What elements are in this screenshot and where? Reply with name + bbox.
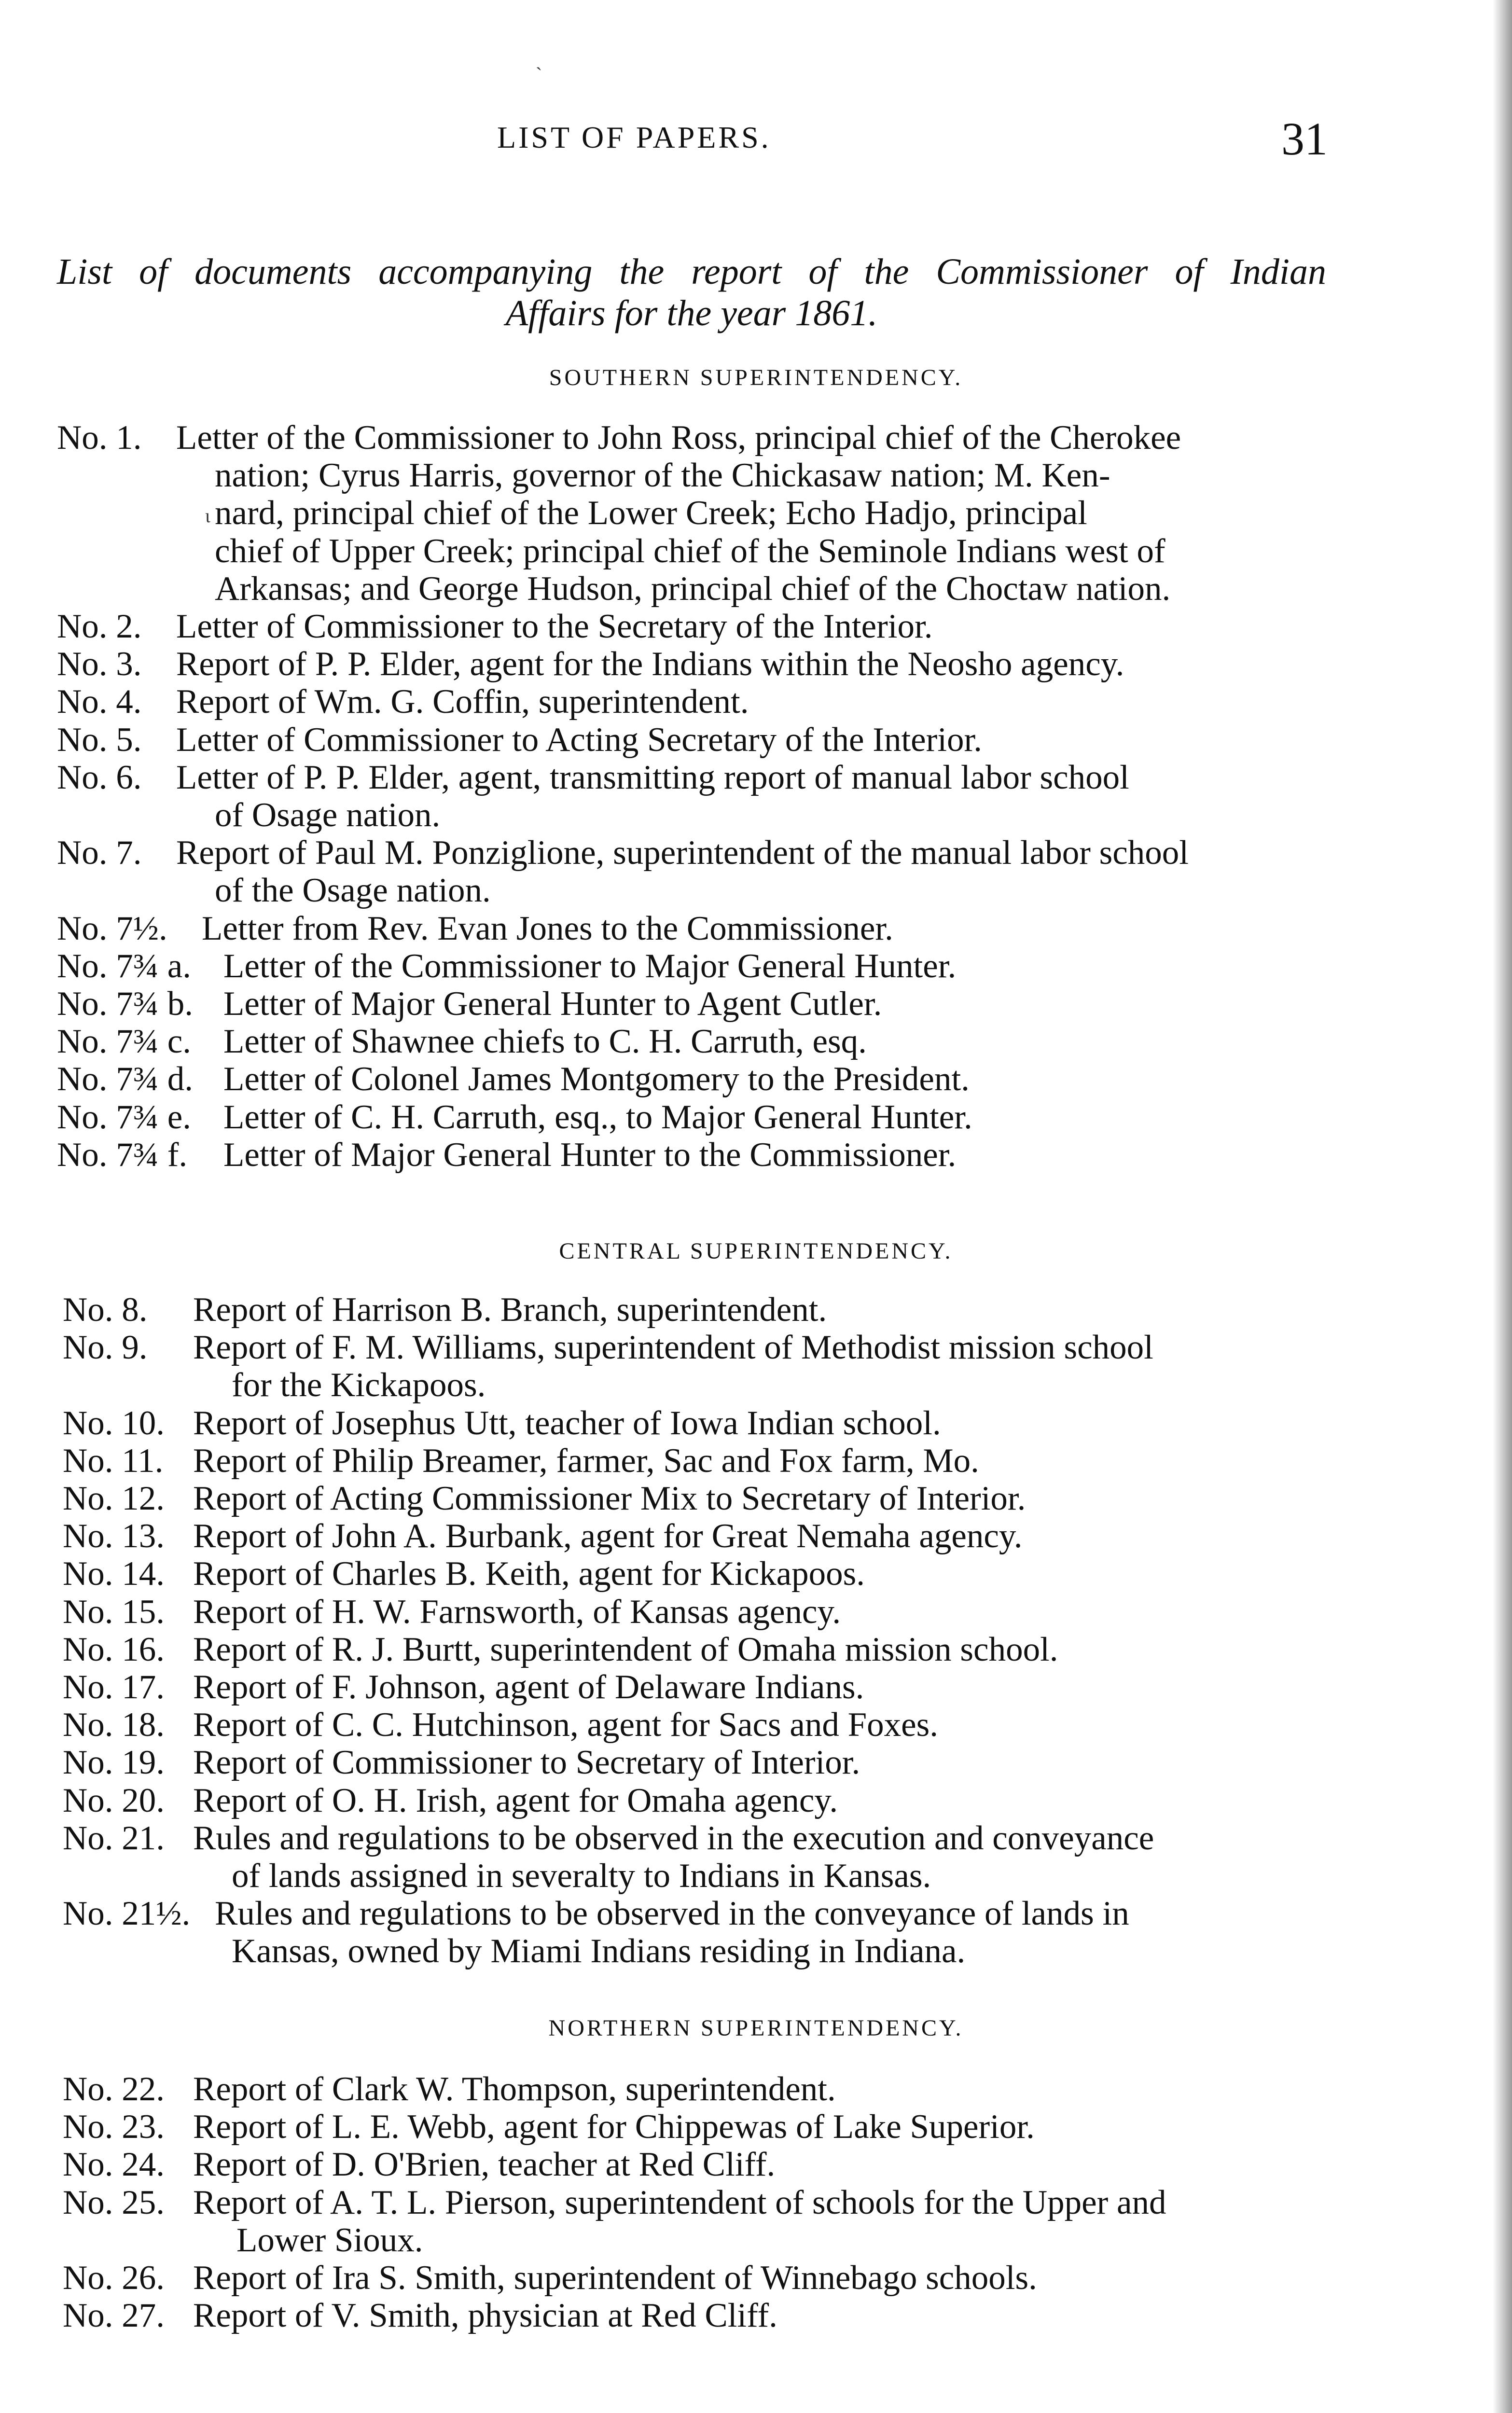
entry-number: No. 21. (63, 1819, 165, 1857)
entry-number: No. 25. (63, 2183, 165, 2221)
entry-text: Report of F. M. Williams, superintendent of Methodist mission school (193, 1329, 1153, 1367)
entry-text-continued: chief of Upper Creek; principal chief of the Seminole Indians west of (215, 532, 1165, 570)
entry-number: No. 1. (57, 419, 142, 457)
entry-number: No. 7¾ b. (57, 985, 194, 1023)
entry-number: No. 23. (63, 2108, 165, 2146)
entry-text: Report of L. E. Webb, agent for Chippewas of Lake Superior. (193, 2108, 1035, 2146)
entry-number: No. 7¾ c. (57, 1023, 192, 1061)
entry-text: Report of C. C. Hutchinson, agent for Sacs and Foxes. (193, 1706, 939, 1744)
entry-text: Letter of Commissioner to Acting Secretary of the Interior. (176, 721, 983, 759)
section-heading: CENTRAL SUPERINTENDENCY. (559, 1238, 953, 1264)
entry-number: No. 21½. (63, 1895, 191, 1933)
caption-line-2: Affairs for the year 1861. (505, 293, 878, 333)
entry-number: No. 12. (63, 1480, 165, 1517)
entry-text: Report of Ira S. Smith, superintendent of Winnebago schools. (193, 2259, 1037, 2297)
entry-text: Report of Commissioner to Secretary of Interior. (193, 1744, 860, 1782)
entry-number: No. 17. (63, 1668, 165, 1706)
entry-number: No. 26. (63, 2259, 165, 2297)
entry-number: No. 7¾ a. (57, 947, 192, 985)
entry-text: Letter of Shawnee chiefs to C. H. Carruth, esq. (223, 1023, 867, 1061)
entry-text: Letter from Rev. Evan Jones to the Commissioner. (202, 909, 893, 947)
entry-text: Report of John A. Burbank, agent for Great Nemaha agency. (193, 1517, 1023, 1555)
entry-text: Report of R. J. Burtt, superintendent of Omaha mission school. (193, 1630, 1058, 1668)
entry-number: No. 16. (63, 1630, 165, 1668)
section-heading: SOUTHERN SUPERINTENDENCY. (549, 365, 963, 390)
entry-text-continued: nard, principal chief of the Lower Creek; Echo Hadjo, principal (215, 494, 1087, 532)
entry-text: Letter of C. H. Carruth, esq., to Major General Hunter. (223, 1098, 972, 1136)
entry-number: No. 19. (63, 1744, 165, 1782)
entry-text: Report of A. T. L. Pierson, superintendent of schools for the Upper and (193, 2183, 1166, 2221)
entry-text: Letter of the Commissioner to Major General Hunter. (223, 947, 957, 985)
entry-number: No. 20. (63, 1781, 165, 1819)
entry-text: Letter of Major General Hunter to the Commissioner. (223, 1136, 957, 1174)
entry-text: Report of Wm. G. Coffin, superintendent. (176, 683, 749, 721)
entry-number: No. 2. (57, 608, 142, 645)
page-number: 31 (1281, 113, 1328, 165)
stray-mark: ˏ (536, 49, 542, 70)
entry-number: No. 9. (63, 1329, 148, 1367)
entry-text: Letter of P. P. Elder, agent, transmitting report of manual labor school (176, 758, 1129, 796)
page-edge-shadow (1493, 0, 1512, 2413)
stray-mark: ι (205, 505, 210, 527)
entry-text: Report of Clark W. Thompson, superintendent. (193, 2070, 836, 2108)
entry-text-continued: for the Kickapoos. (232, 1366, 486, 1404)
entry-number: No. 5. (57, 721, 142, 759)
entry-text: Report of Acting Commissioner Mix to Secretary of Interior. (193, 1480, 1026, 1517)
entry-number: No. 7¾ e. (57, 1098, 192, 1136)
entry-text: Letter of the Commissioner to John Ross, principal chief of the Cherokee (176, 419, 1181, 457)
entry-text-continued: of lands assigned in severalty to Indians in Kansas. (232, 1857, 931, 1895)
entry-text: Report of Philip Breamer, farmer, Sac and Fox farm, Mo. (193, 1442, 979, 1480)
entry-text: Report of Harrison B. Branch, superintendent. (193, 1291, 827, 1329)
entry-number: No. 3. (57, 645, 142, 683)
entry-number: No. 27. (63, 2297, 165, 2335)
entry-text-continued: of Osage nation. (215, 796, 441, 834)
entry-text: Letter of Major General Hunter to Agent Cutler. (223, 985, 882, 1023)
entry-number: No. 7¾ d. (57, 1060, 194, 1098)
entry-number: No. 14. (63, 1555, 165, 1593)
entry-text: Report of Josephus Utt, teacher of Iowa Indian school. (193, 1404, 941, 1442)
entry-number: No. 15. (63, 1593, 165, 1631)
entry-number: No. 22. (63, 2070, 165, 2108)
entry-text: Report of Paul M. Ponziglione, superintendent of the manual labor school (176, 834, 1189, 872)
entry-text: Letter of Commissioner to the Secretary of the Interior. (176, 608, 933, 645)
caption-line-1: List of documents accompanying the report of the Commissioner of Indian (57, 251, 1326, 292)
entry-number: No. 24. (63, 2146, 165, 2184)
entry-text: Report of H. W. Farnsworth, of Kansas agency. (193, 1593, 841, 1631)
entry-text: Report of D. O'Brien, teacher at Red Cliff. (193, 2146, 776, 2184)
entry-number: No. 7. (57, 834, 142, 872)
entry-text: Report of F. Johnson, agent of Delaware Indians. (193, 1668, 864, 1706)
section-heading: NORTHERN SUPERINTENDENCY. (548, 2015, 964, 2041)
entry-number: No. 6. (57, 758, 142, 796)
entry-text-continued: Kansas, owned by Miami Indians residing in Indiana. (232, 1932, 966, 1970)
entry-number: No. 11. (63, 1442, 164, 1480)
entry-text: Rules and regulations to be observed in the execution and conveyance (193, 1819, 1154, 1857)
entry-text: Report of Charles B. Keith, agent for Kickapoos. (193, 1555, 865, 1593)
entry-text: Report of V. Smith, physician at Red Cliff. (193, 2297, 777, 2335)
entry-number: No. 10. (63, 1404, 165, 1442)
running-header: LIST OF PAPERS. (497, 120, 771, 154)
entry-number: No. 4. (57, 683, 142, 721)
entry-text-continued: of the Osage nation. (215, 872, 491, 910)
entry-text-continued: nation; Cyrus Harris, governor of the Chickasaw nation; M. Ken- (215, 457, 1110, 495)
entry-text-continued: Arkansas; and George Hudson, principal chief of the Choctaw nation. (215, 569, 1171, 608)
entry-text: Report of P. P. Elder, agent for the Indians within the Neosho agency. (176, 645, 1124, 683)
entry-number: No. 8. (63, 1291, 148, 1329)
entry-number: No. 7¾ f. (57, 1136, 188, 1174)
entry-text: Rules and regulations to be observed in the conveyance of lands in (215, 1895, 1129, 1933)
entry-number: No. 13. (63, 1517, 165, 1555)
entry-number: No. 7½. (57, 909, 167, 947)
entry-text-continued: Lower Sioux. (236, 2221, 423, 2259)
entry-number: No. 18. (63, 1706, 165, 1744)
entry-text: Report of O. H. Irish, agent for Omaha agency. (193, 1781, 838, 1819)
entry-text: Letter of Colonel James Montgomery to the President. (223, 1060, 970, 1098)
